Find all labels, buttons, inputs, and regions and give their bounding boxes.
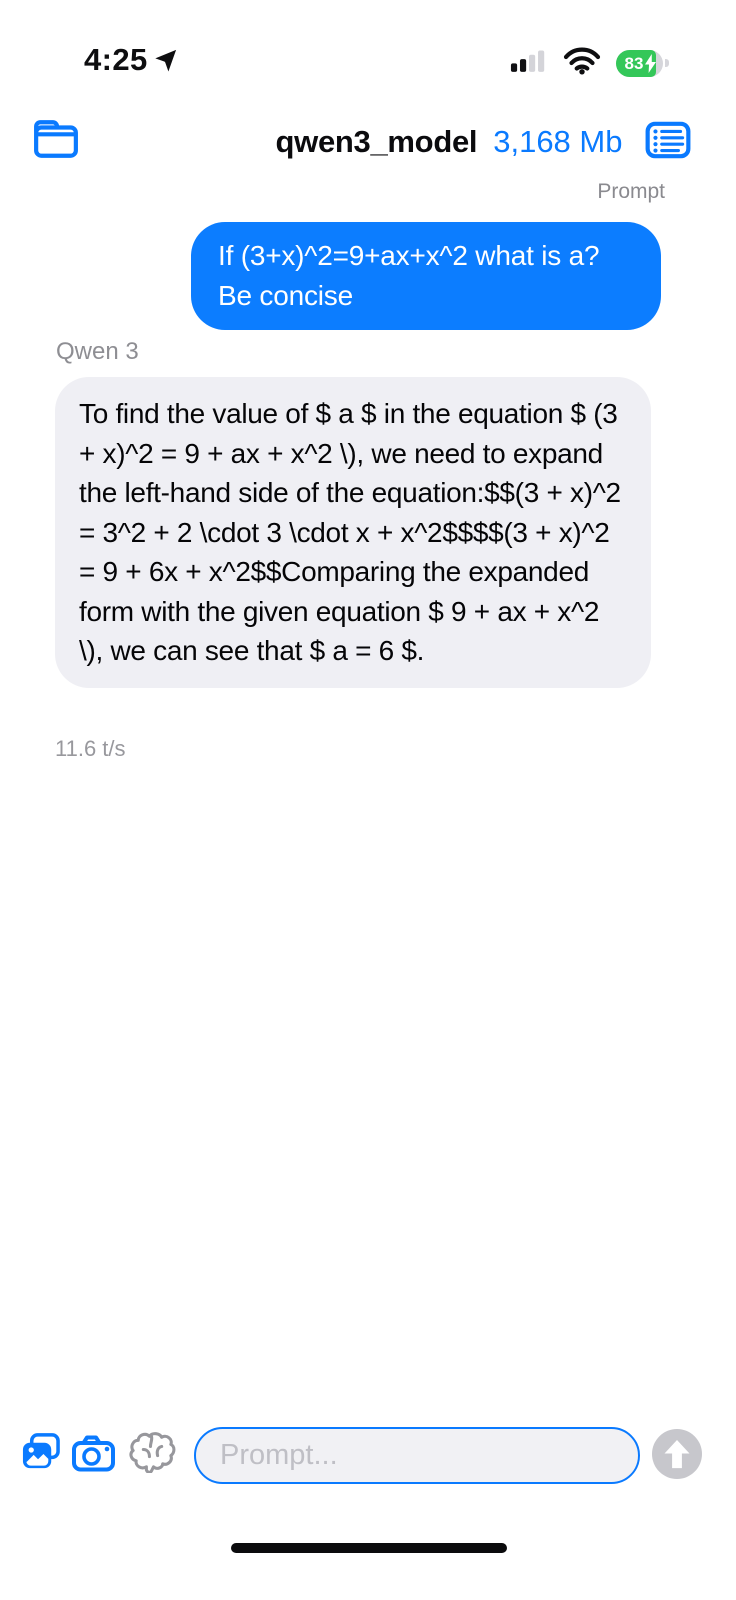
header-title-group <box>81 124 736 160</box>
battery-bolt-icon <box>644 54 657 78</box>
user-message-bubble[interactable]: If (3+x)^2=9+ax+x^2 what is a? Be concise <box>191 222 661 330</box>
prompt-label: Prompt <box>597 180 665 203</box>
assistant-name-label: Qwen 3 <box>56 338 139 365</box>
clock: 4:25 <box>84 42 148 77</box>
battery-indicator <box>616 50 670 77</box>
model-title: qwen3_model <box>275 124 478 159</box>
prompt-input[interactable] <box>194 1427 640 1484</box>
photo-library-icon <box>20 1459 61 1474</box>
camera-icon <box>71 1460 116 1475</box>
battery-percent: 83 <box>624 53 644 73</box>
chat-list-icon <box>644 152 692 167</box>
folder-icon <box>33 148 79 163</box>
battery-nub <box>665 59 669 67</box>
send-button[interactable] <box>652 1429 702 1479</box>
generation-speed-label: 11.6 t/s <box>55 736 126 761</box>
wifi-icon <box>563 46 601 80</box>
cellular-signal-icon <box>510 47 548 79</box>
location-arrow-icon <box>152 47 179 79</box>
arrow-up-icon <box>652 1467 702 1482</box>
thinking-toggle-button[interactable] <box>127 1426 178 1473</box>
camera-button[interactable] <box>71 1434 116 1472</box>
brain-icon <box>127 1461 178 1476</box>
folder-button[interactable] <box>33 118 79 163</box>
photo-library-button[interactable] <box>20 1432 61 1471</box>
status-bar-right <box>510 46 670 80</box>
home-indicator[interactable] <box>231 1543 507 1553</box>
assistant-message-bubble[interactable]: To find the value of $ a $ in the equation $ (3 + x)^2 = 9 + ax + x^2 \), we need to expand the left-hand side of the equation:$$(3 + x)^2 = 3^2 + 2 \cdot 3 \cdot x + x^2$$$$(3 + x)^2 = 9 + 6x + x^2$$Comparing the expanded form with the given equation $ 9 + ax + x^2 \), we can see that $ a = 6 $. <box>55 377 651 688</box>
model-size: 3,168 Mb <box>493 124 623 159</box>
chat-list-button[interactable] <box>644 116 692 167</box>
